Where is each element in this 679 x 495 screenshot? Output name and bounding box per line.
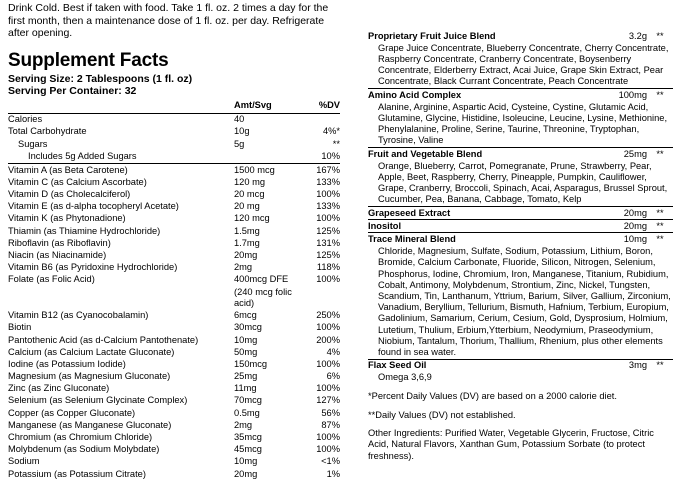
table-row bbox=[8, 189, 340, 201]
row-dv: 100% bbox=[316, 322, 340, 333]
row-dv: 133% bbox=[316, 201, 340, 212]
blend-dv: ** bbox=[647, 148, 673, 161]
table-row bbox=[8, 113, 340, 126]
header-name bbox=[8, 100, 234, 112]
row-name: Vitamin E (as d-alpha tocopheryl Acetate) bbox=[8, 201, 179, 212]
row-amount: 1.7mg bbox=[234, 237, 260, 248]
table-row bbox=[8, 126, 340, 138]
table-row bbox=[8, 225, 340, 237]
blend-body-row bbox=[368, 42, 673, 88]
row-dv: 56% bbox=[321, 407, 340, 418]
row-amount: 10g bbox=[234, 126, 250, 137]
row-dv: 125% bbox=[316, 225, 340, 236]
table-row bbox=[8, 432, 340, 444]
blend-header-row bbox=[368, 89, 673, 102]
table-row bbox=[8, 201, 340, 213]
blend-dv: ** bbox=[656, 30, 664, 41]
row-name: Chromium (as Chromium Chloride) bbox=[8, 432, 153, 443]
row-amount: 50mg bbox=[234, 346, 258, 357]
table-row bbox=[8, 138, 340, 150]
row-dv: 100% bbox=[316, 213, 340, 224]
row-name: Biotin bbox=[8, 322, 32, 333]
row-name: Selenium (as Selenium Glycinate Complex) bbox=[8, 395, 188, 406]
blend-dv: ** bbox=[647, 207, 673, 220]
footnotes bbox=[368, 391, 673, 462]
dv-footnote: *Percent Daily Values (DV) are based on a 2000 calorie diet. bbox=[368, 391, 617, 402]
row-name: Copper (as Copper Gluconate) bbox=[8, 407, 136, 418]
row-dv: 100% bbox=[316, 358, 340, 369]
row-amount: 2mg bbox=[234, 262, 253, 273]
row-name: Vitamin D (as Cholecalciferol) bbox=[8, 189, 131, 200]
row-dv: 100% bbox=[316, 383, 340, 394]
row-amount: 6mcg bbox=[234, 310, 257, 321]
table-row bbox=[8, 322, 340, 334]
blend-amount: 10mg bbox=[595, 233, 647, 246]
row-name: Riboflavin (as Riboflavin) bbox=[8, 237, 111, 248]
table-row bbox=[8, 444, 340, 456]
row-amount: 20mg bbox=[234, 249, 258, 260]
table-row bbox=[8, 176, 340, 188]
row-amount: 1500 mcg bbox=[234, 164, 275, 175]
row-dv: 87% bbox=[321, 419, 340, 430]
row-amount: 25mg bbox=[234, 371, 258, 382]
row-name: Vitamin B6 (as Pyridoxine Hydrochloride) bbox=[8, 262, 178, 273]
row-name: Niacin (as Niacinamide) bbox=[8, 249, 107, 260]
blend-name: Flax Seed Oil bbox=[368, 359, 595, 372]
row-amount: 2mg bbox=[234, 419, 253, 430]
table-row bbox=[8, 310, 340, 322]
serving-size: Serving Size: 2 Tablespoons (1 fl. oz) bbox=[8, 72, 193, 85]
row-amount: (240 mcg folic acid) bbox=[234, 286, 292, 308]
row-dv: 10% bbox=[321, 150, 340, 161]
row-dv: 100% bbox=[316, 444, 340, 455]
blend-header-row bbox=[368, 220, 673, 233]
row-name: Vitamin C (as Calcium Ascorbate) bbox=[8, 176, 147, 187]
row-amount: 20 mg bbox=[234, 201, 260, 212]
row-amount: 0.5mg bbox=[234, 407, 260, 418]
row-dv: 133% bbox=[316, 176, 340, 187]
blend-dv: ** bbox=[647, 359, 673, 372]
row-amount: 35mcg bbox=[234, 432, 262, 443]
row-name: Sodium bbox=[8, 456, 40, 467]
row-dv: 100% bbox=[316, 274, 340, 285]
right-column bbox=[368, 30, 673, 495]
row-dv: 250% bbox=[316, 310, 340, 321]
table-row bbox=[8, 274, 340, 286]
blend-header-row bbox=[368, 148, 673, 161]
row-dv: 6% bbox=[326, 371, 340, 382]
table-header-row bbox=[8, 100, 340, 112]
row-dv: 100% bbox=[316, 432, 340, 443]
row-name: Magnesium (as Magnesium Gluconate) bbox=[8, 371, 171, 382]
row-name: Total Carbohydrate bbox=[8, 126, 87, 137]
blend-body-row bbox=[368, 246, 673, 360]
table-row bbox=[8, 164, 340, 177]
blend-amount: 3.2g bbox=[628, 30, 647, 41]
table-row bbox=[8, 213, 340, 225]
table-row bbox=[8, 383, 340, 395]
row-amount bbox=[234, 150, 296, 162]
row-dv: 200% bbox=[316, 334, 340, 345]
table-row bbox=[8, 334, 340, 346]
blend-amount: 25mg bbox=[595, 148, 647, 161]
directions-text: Drink Cold. Best if taken with food. Take 1 fl. oz. 2 times a day for the first month, then a maintenance dose of 1 fl. oz. per day. Refrigerate after opening. bbox=[8, 2, 329, 40]
table-row bbox=[8, 262, 340, 274]
row-name bbox=[8, 286, 234, 310]
row-dv: 131% bbox=[316, 237, 340, 248]
row-amount: 5g bbox=[234, 138, 245, 149]
table-row bbox=[8, 250, 340, 262]
row-name: Molybdenum (as Sodium Molybdate) bbox=[8, 444, 160, 455]
table-row bbox=[8, 346, 340, 358]
other-ingredients: Other Ingredients: Purified Water, Vegetable Glycerin, Fructose, Citric Acid, Natural Flavors, Xanthan Gum, Potassium Sorbate (to protect freshness). bbox=[368, 427, 654, 461]
row-name: Includes 5g Added Sugars bbox=[28, 150, 137, 161]
blend-dv: ** bbox=[647, 89, 673, 102]
row-dv: 4%* bbox=[322, 126, 340, 137]
blend-ingredients: Orange, Blueberry, Carrot, Pomegranate, Prune, Strawberry, Pear, Apple, Beet, Raspberry, Cherry, Pineapple, Pumpkin, Cauliflower, Grape, Cranberry, Broccoli, Spinach, Acai, Asparagus, Brussel Sprout, Cucumber, Pea, Banana, Cabbage, Tomato, Kelp bbox=[378, 160, 668, 205]
row-amount: 30mcg bbox=[234, 322, 262, 333]
row-amount: 120 mcg bbox=[234, 213, 270, 224]
blend-body-row bbox=[368, 101, 673, 147]
header-dv: %DV bbox=[318, 100, 340, 111]
blend-name: Trace Mineral Blend bbox=[368, 233, 595, 246]
row-dv: 125% bbox=[316, 249, 340, 260]
row-amount: 40 bbox=[234, 114, 245, 125]
table-row bbox=[8, 407, 340, 419]
row-amount: 70mcg bbox=[234, 395, 262, 406]
row-amount: 10mg bbox=[234, 456, 258, 467]
header-amount: Amt/Svg bbox=[234, 100, 272, 111]
row-dv: 100% bbox=[316, 189, 340, 200]
table-row bbox=[8, 395, 340, 407]
blend-dv: ** bbox=[647, 220, 673, 233]
row-dv bbox=[296, 113, 340, 126]
row-amount: 120 mg bbox=[234, 176, 266, 187]
row-name: Manganese (as Manganese Gluconate) bbox=[8, 419, 172, 430]
servings-per-container: Serving Per Container: 32 bbox=[8, 84, 137, 97]
blend-body-row bbox=[368, 372, 673, 384]
row-name: Pantothenic Acid (as d-Calcium Pantothenate) bbox=[8, 334, 199, 345]
blend-amount: 20mg bbox=[595, 220, 647, 233]
blend-name: Amino Acid Complex bbox=[368, 89, 595, 102]
blend-ingredients: Chloride, Magnesium, Sulfate, Sodium, Potassium, Lithium, Boron, Bromide, Calcium Carbonate, Fluoride, Silicon, Nitrogen, Selenium, Phosphorus, Iodine, Chromium, Iron, Manganese, Titanium, Rubidium, Cobalt, Antimony, Molybdenum, Strontium, Zinc, Nickel, Tungsten, Scandium, Tin, Lanthanum, Yttrium, Barium, Silver, Gallium, Zirconium, Vanadium, Beryllium, Tellurium, Bismuth, Hafnium, Terbium, Europium, Gadolinium, Samarium, Cerium, Cesium, Gold, Dysprosium, Holmium, Lutetium, Thulium, Erbium,Ytterbium, Neodymium, Praseodymium, Niobium, Tantalum, Thorium, Thallium, Rhenium, plus other elements found in sea water. bbox=[378, 246, 671, 357]
row-dv bbox=[296, 286, 340, 310]
row-name: Vitamin K (as Phytonadione) bbox=[8, 213, 126, 224]
table-row bbox=[8, 456, 340, 468]
row-dv: 118% bbox=[316, 262, 340, 273]
blend-ingredients: Grape Juice Concentrate, Blueberry Concentrate, Cherry Concentrate, Raspberry Concentrate, Cranberry Concentrate, Boysenberry Concentrate, Elderberry Extract, Acai Juice, Grape Skin Extract, Pear Concentrate, Black Currant Concentrate, Peach Concentrate bbox=[378, 42, 669, 87]
blend-amount: 20mg bbox=[595, 207, 647, 220]
row-amount: 11mg bbox=[234, 383, 257, 394]
row-dv: 127% bbox=[316, 395, 340, 406]
row-amount: 45mcg bbox=[234, 444, 262, 455]
row-dv: 1% bbox=[326, 468, 340, 479]
table-row bbox=[8, 468, 340, 480]
row-amount: 400mcg DFE bbox=[234, 274, 289, 285]
table-row bbox=[8, 359, 340, 371]
blend-header-row bbox=[368, 30, 673, 42]
row-dv: <1% bbox=[321, 456, 340, 467]
row-name: Iodine (as Potassium Iodide) bbox=[8, 358, 126, 369]
blend-dv: ** bbox=[647, 233, 673, 246]
blend-body-row bbox=[368, 160, 673, 206]
blend-amount: 100mg bbox=[595, 89, 647, 102]
row-amount: 1.5mg bbox=[234, 225, 260, 236]
row-amount: 150mcg bbox=[234, 358, 268, 369]
row-name: Thiamin (as Thiamine Hydrochloride) bbox=[8, 225, 161, 236]
row-dv: 167% bbox=[316, 164, 340, 175]
row-name: Calcium (as Calcium Lactate Gluconate) bbox=[8, 346, 175, 357]
table-row bbox=[8, 150, 340, 162]
blend-ingredients: Alanine, Arginine, Aspartic Acid, Cysteine, Cystine, Glutamic Acid, Glutamine, Glycine, Histidine, Isoleucine, Leucine, Lysine, Methionine, Phenylalanine, Proline, Serine, Taurine, Threonine, Tryptophan, Tyrosine, Valine bbox=[378, 101, 668, 146]
table-row-continuation bbox=[8, 286, 340, 310]
table-row bbox=[8, 237, 340, 249]
blend-name: Fruit and Vegetable Blend bbox=[368, 148, 595, 161]
page-title: Supplement Facts bbox=[8, 49, 169, 71]
blend-name: Grapeseed Extract bbox=[368, 207, 595, 220]
blend-header-row bbox=[368, 207, 673, 220]
row-amount: 10mg bbox=[234, 334, 258, 345]
blend-amount: 3mg bbox=[595, 359, 647, 372]
blend-name: Inositol bbox=[368, 220, 595, 233]
table-row bbox=[8, 419, 340, 431]
row-name: Vitamin B12 (as Cyanocobalamin) bbox=[8, 310, 149, 321]
row-name: Sugars bbox=[18, 138, 48, 149]
row-name: Folate (as Folic Acid) bbox=[8, 274, 95, 285]
row-name: Calories bbox=[8, 114, 43, 125]
blend-header-row bbox=[368, 233, 673, 246]
row-name: Vitamin A (as Beta Carotene) bbox=[8, 164, 128, 175]
blend-header-row bbox=[368, 359, 673, 372]
row-dv: 4% bbox=[326, 346, 340, 357]
row-dv: ** bbox=[332, 138, 340, 149]
left-column bbox=[8, 0, 340, 495]
row-name: Zinc (as Zinc Gluconate) bbox=[8, 383, 110, 394]
nutrition-table bbox=[8, 100, 340, 481]
star-footnote: **Daily Values (DV) not established. bbox=[368, 409, 516, 420]
blend-table bbox=[368, 30, 673, 384]
row-amount: 20mg bbox=[234, 468, 258, 479]
blend-ingredients: Omega 3,6,9 bbox=[378, 372, 432, 383]
table-row bbox=[8, 371, 340, 383]
row-name: Potassium (as Potassium Citrate) bbox=[8, 468, 146, 479]
blend-name: Proprietary Fruit Juice Blend bbox=[368, 30, 496, 41]
row-amount: 20 mcg bbox=[234, 189, 265, 200]
